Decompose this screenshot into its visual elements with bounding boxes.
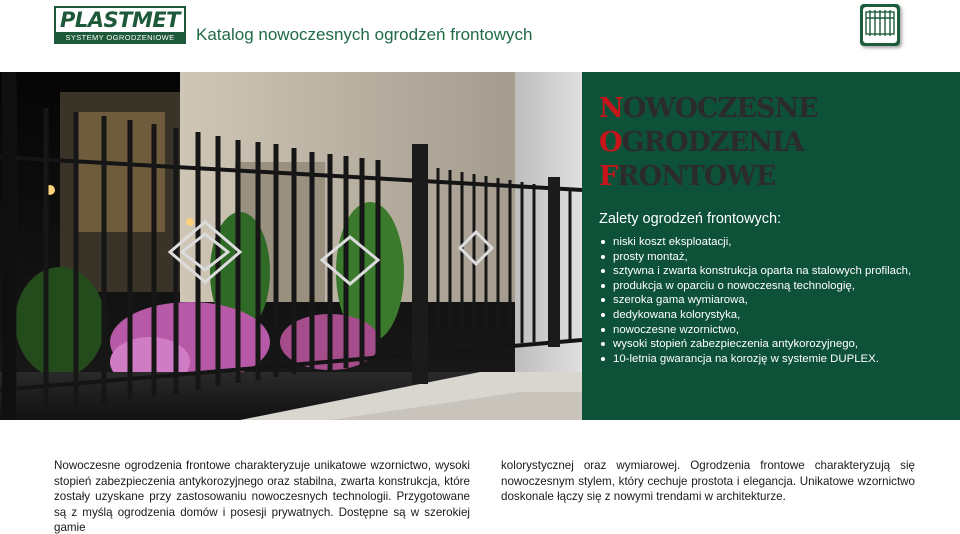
list-item: nowoczesne wzornictwo, (599, 323, 944, 338)
list-item: prosty montaż, (599, 250, 944, 265)
brand-logo (54, 6, 186, 44)
list-item: wysoki stopień zabezpieczenia antykorozyjnego, (599, 337, 944, 352)
hero-band (0, 72, 960, 420)
brand-tagline: SYSTEMY OGRODZENIOWE (54, 32, 186, 44)
body-text-left: Nowoczesne ogrodzenia frontowe charakteryzuje unikatowe wzornictwo, wysoki stopień zabezpieczenia antykorozyjnego oraz stabilna, zwarta konstrukcja, które zostały uzyskane przy zastosowaniu nowoczesnych technologii. Przygotowane są z myślą ogrodzenia domów i posesji prywatnych. Dostępne są w szerokiej gamie (54, 459, 470, 534)
headline-line-2: OGRODZENIA (599, 127, 804, 158)
fence-icon (860, 4, 900, 46)
list-item: sztywna i zwarta konstrukcja oparta na stalowych profilach, (599, 264, 944, 279)
body-text-right: kolorystycznej oraz wymiarowej. Ogrodzenia frontowe charakteryzują się nowoczesnym stylem, który cechuje prostota i elegancja. Unikatowe wzornictwo doskonale łączy się z nowymi trendami w architekturze. (501, 459, 915, 504)
list-item: niski koszt eksploatacji, (599, 235, 944, 250)
list-item: szeroka gama wymiarowa, (599, 293, 944, 308)
list-item: dedykowana kolorystyka, (599, 308, 944, 323)
advantages-title: Zalety ogrodzeń frontowych: (599, 211, 782, 227)
advantages-panel (582, 72, 960, 420)
advantages-list (599, 235, 944, 366)
list-item: 10-letnia gwarancja na korozję w systemie DUPLEX. (599, 352, 944, 367)
headline-line-1: NOWOCZESNE (599, 93, 818, 124)
headline-line-3: FRONTOWE (599, 161, 776, 192)
catalog-title: Katalog nowoczesnych ogrodzeń frontowych (196, 25, 533, 44)
list-item: produkcja w oparciu o nowoczesną technologię, (599, 279, 944, 294)
headline (599, 92, 818, 194)
fence-photo (0, 72, 582, 420)
brand-name: PLASTMET (54, 6, 186, 32)
